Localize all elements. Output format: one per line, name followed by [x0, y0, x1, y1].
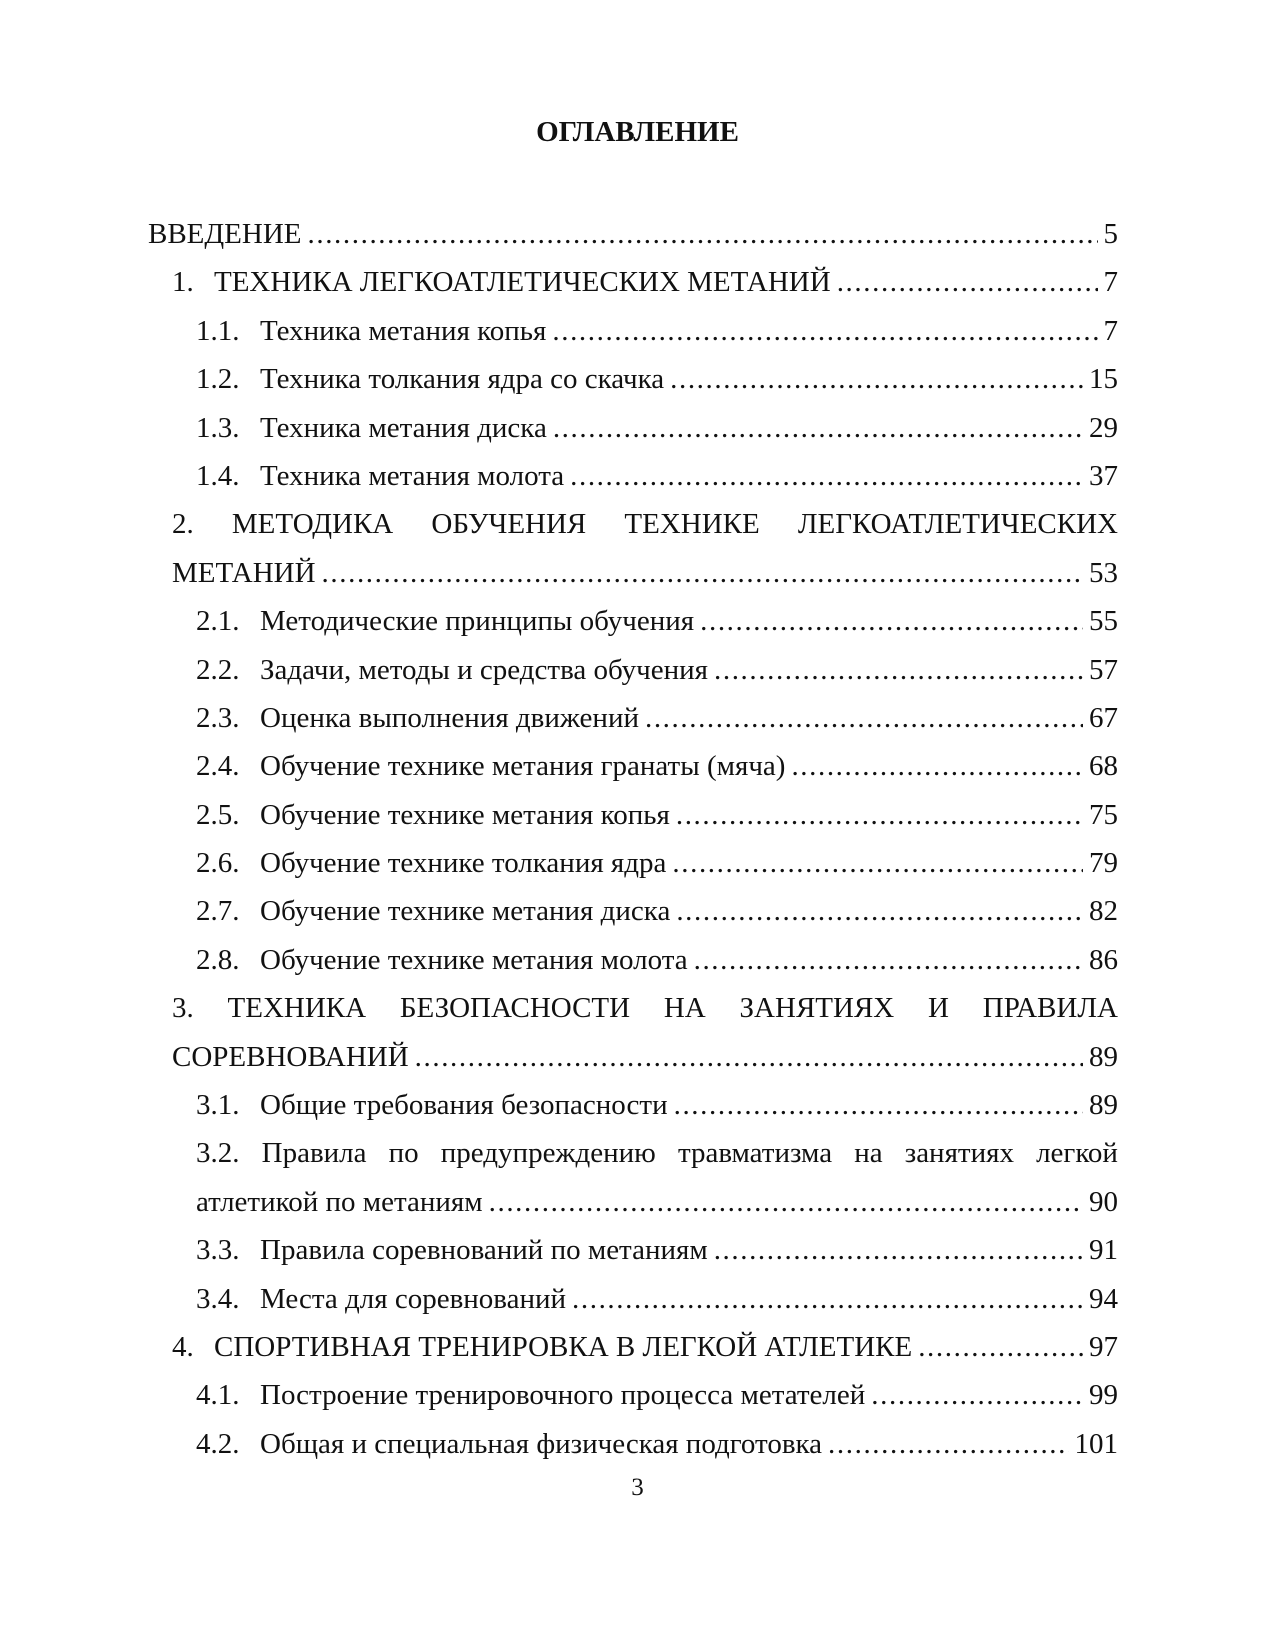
toc-entry-number: 2.8.	[196, 943, 240, 976]
toc-entry-text: МЕТАНИЙ	[172, 556, 316, 589]
toc-entry-number: 2.2.	[196, 653, 240, 686]
toc-page-number: 53	[1089, 556, 1118, 589]
toc-page-number: 37	[1089, 459, 1118, 492]
toc-entry-2-4[interactable]	[196, 742, 1118, 790]
dot-leader	[700, 597, 1083, 645]
toc-page-number: 79	[1089, 847, 1118, 880]
toc-entry-number: 2.1.	[196, 605, 240, 638]
dot-leader	[674, 1081, 1083, 1129]
toc-entry-2-6[interactable]	[196, 839, 1118, 887]
toc-entry-text: Методические принципы обучения	[260, 605, 695, 638]
toc-page-number: 55	[1089, 605, 1118, 638]
toc-page-number: 91	[1089, 1234, 1118, 1267]
page-title: ОГЛАВЛЕНИЕ	[536, 116, 739, 148]
toc-entry-text: ТЕХНИКА ЛЕГКОАТЛЕТИЧЕСКИХ МЕТАНИЙ	[214, 266, 831, 299]
toc-page-number: 89	[1089, 1040, 1118, 1073]
dot-leader	[791, 742, 1083, 790]
toc-entry-number: 2.3.	[196, 701, 240, 734]
toc-entry-justified-line: 3. ТЕХНИКА БЕЗОПАСНОСТИ НА ЗАНЯТИЯХ И ПРАВИЛА	[172, 992, 1118, 1025]
dot-leader	[489, 1178, 1083, 1226]
toc-page-number: 94	[1089, 1282, 1118, 1315]
toc-entry-number: 3.4.	[196, 1282, 240, 1315]
dot-leader	[676, 791, 1083, 839]
toc-entry-1-3[interactable]	[196, 404, 1118, 452]
toc-page-number: 86	[1089, 943, 1118, 976]
toc-page-number: 90	[1089, 1185, 1118, 1218]
toc-page-number: 57	[1089, 653, 1118, 686]
dot-leader	[676, 887, 1083, 935]
toc-entry-text: Обучение технике метания гранаты (мяча)	[260, 750, 786, 783]
toc-entry-3-2[interactable]	[196, 1129, 1118, 1226]
table-of-contents	[0, 210, 1275, 1468]
toc-entry-1-1[interactable]	[196, 307, 1118, 355]
toc-entry-justified-line: 2. МЕТОДИКА ОБУЧЕНИЯ ТЕХНИКЕ ЛЕГКОАТЛЕТИЧЕСКИХ	[172, 508, 1118, 541]
toc-entry-text: Общая и специальная физическая подготовка	[260, 1427, 823, 1460]
dot-leader	[572, 1275, 1083, 1323]
toc-entry-number: 4.	[172, 1331, 194, 1364]
toc-entry-text: атлетикой по метаниям	[196, 1185, 483, 1218]
toc-entry-text: Общие требования безопасности	[260, 1089, 668, 1122]
toc-entry-number: 3.3.	[196, 1234, 240, 1267]
toc-entry-2-3[interactable]	[196, 694, 1118, 742]
dot-leader	[553, 404, 1083, 452]
toc-entry-text: СОРЕВНОВАНИЙ	[172, 1040, 409, 1073]
dot-leader	[694, 936, 1083, 984]
toc-entry-number: 4.2.	[196, 1427, 240, 1460]
toc-entry-number: 2.4.	[196, 750, 240, 783]
toc-entry-number: 1.	[172, 266, 194, 299]
dot-leader	[714, 1226, 1083, 1274]
toc-entry-text: Правила соревнований по метаниям	[260, 1234, 708, 1267]
toc-entry-number: 4.1.	[196, 1379, 240, 1412]
dot-leader	[322, 549, 1083, 597]
page-number: 3	[631, 1474, 644, 1501]
dot-leader	[670, 355, 1083, 403]
dot-leader	[828, 1420, 1068, 1468]
toc-entry-text: Построение тренировочного процесса метателей	[260, 1379, 866, 1412]
toc-page-number: 99	[1089, 1379, 1118, 1412]
toc-page-number: 7	[1103, 266, 1118, 299]
toc-entry-2-5[interactable]	[196, 791, 1118, 839]
toc-page-number: 68	[1089, 750, 1118, 783]
toc-entry-1-2[interactable]	[196, 355, 1118, 403]
toc-entry-2-8[interactable]	[196, 936, 1118, 984]
toc-page-number: 29	[1089, 411, 1118, 444]
toc-entry-text: СПОРТИВНАЯ ТРЕНИРОВКА В ЛЕГКОЙ АТЛЕТИКЕ	[214, 1331, 913, 1364]
toc-page-number: 5	[1103, 218, 1118, 250]
toc-entry-number: 1.2.	[196, 363, 240, 396]
toc-entry-number: 2.7.	[196, 895, 240, 928]
toc-entry-text: Техника метания копья	[260, 314, 547, 347]
toc-entry-number: 1.1.	[196, 314, 240, 347]
toc-entry-text: Техника метания диска	[260, 411, 547, 444]
toc-entry-3-1[interactable]	[196, 1081, 1118, 1129]
toc-page-number: 101	[1074, 1427, 1118, 1460]
dot-leader	[552, 307, 1097, 355]
toc-entry-chapter-2[interactable]	[172, 500, 1118, 597]
toc-page-number: 97	[1089, 1331, 1118, 1364]
dot-leader	[871, 1371, 1083, 1419]
toc-entry-text: Оценка выполнения движений	[260, 701, 639, 734]
toc-entry-2-2[interactable]	[196, 646, 1118, 694]
dot-leader	[918, 1323, 1083, 1371]
toc-entry-number: 2.6.	[196, 847, 240, 880]
toc-entry-text: Задачи, методы и средства обучения	[260, 653, 708, 686]
toc-page-number: 89	[1089, 1089, 1118, 1122]
toc-entry-2-1[interactable]	[196, 597, 1118, 645]
toc-page-number: 75	[1089, 798, 1118, 831]
toc-entry-justified-line: 3.2. Правила по предупреждению травматизма на занятиях легкой	[196, 1129, 1118, 1177]
toc-entry-text: Обучение технике толкания ядра	[260, 847, 667, 880]
toc-entry-3-4[interactable]	[196, 1275, 1118, 1323]
toc-entry-number: 2.5.	[196, 798, 240, 831]
dot-leader	[714, 646, 1083, 694]
toc-entry-number: 1.3.	[196, 411, 240, 444]
dot-leader	[415, 1033, 1083, 1081]
toc-entry-text: Обучение технике метания копья	[260, 798, 670, 831]
toc-entry-intro[interactable]	[148, 210, 1118, 258]
toc-page-number: 82	[1089, 895, 1118, 928]
toc-entry-2-7[interactable]	[196, 887, 1118, 935]
toc-entry-chapter-4[interactable]	[172, 1323, 1118, 1371]
toc-entry-number: 3.2.	[196, 1137, 240, 1170]
toc-entry-3-3[interactable]	[196, 1226, 1118, 1274]
dot-leader	[672, 839, 1083, 887]
toc-page-number: 15	[1089, 363, 1118, 396]
toc-entry-4-1[interactable]	[196, 1371, 1118, 1419]
toc-entry-chapter-3[interactable]	[172, 984, 1118, 1081]
toc-entry-text: Места для соревнований	[260, 1282, 567, 1315]
toc-entry-text: Обучение технике метания диска	[260, 895, 671, 928]
toc-entry-chapter-1[interactable]	[172, 258, 1118, 306]
toc-entry-text: Техника метания молота	[260, 459, 565, 492]
toc-entry-4-2[interactable]	[196, 1420, 1118, 1468]
dot-leader	[570, 452, 1083, 500]
toc-page-number: 7	[1103, 314, 1118, 347]
toc-entry-text: Техника толкания ядра со скачка	[260, 363, 665, 396]
dot-leader	[308, 210, 1098, 258]
toc-entry-text: ВВЕДЕНИЕ	[148, 218, 302, 250]
toc-entry-number: 1.4.	[196, 459, 240, 492]
toc-entry-1-4[interactable]	[196, 452, 1118, 500]
toc-page-number: 67	[1089, 701, 1118, 734]
toc-entry-number: 3.1.	[196, 1089, 240, 1122]
dot-leader	[645, 694, 1083, 742]
dot-leader	[837, 258, 1098, 306]
toc-entry-text: Обучение технике метания молота	[260, 943, 688, 976]
